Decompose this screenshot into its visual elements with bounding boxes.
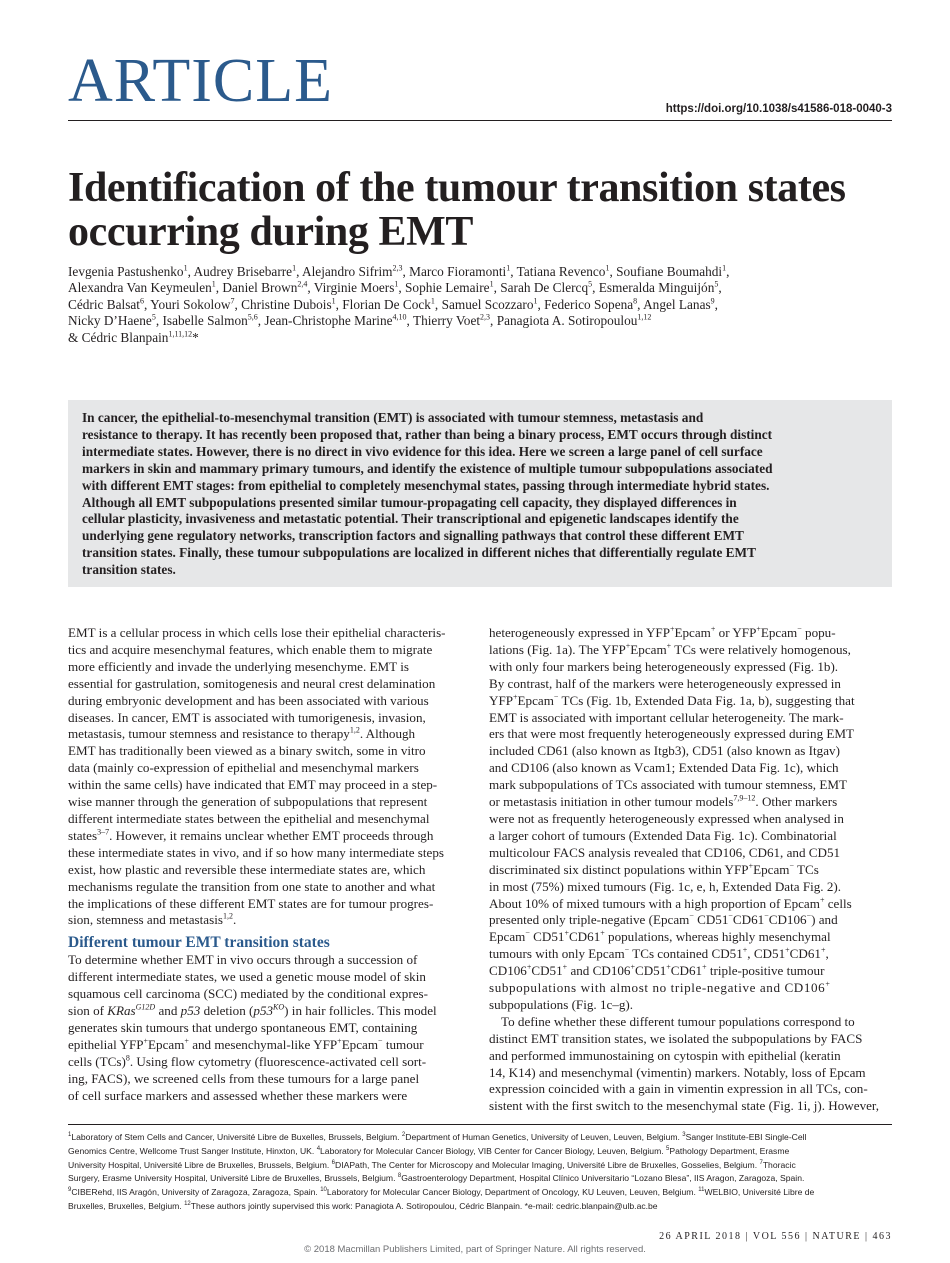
- body-line: were not as frequently heterogeneously expressed when analysed in: [489, 810, 844, 826]
- body-line: different intermediate states, we used a genetic mouse model of skin: [68, 969, 426, 985]
- body-line: essential for gastrulation, somitogenesis and neural crest delamination: [68, 675, 436, 691]
- abstract-line: underlying gene regulatory networks, transcription factors and signalling pathways that control these different EMT: [82, 528, 744, 544]
- abstract-box: [68, 400, 892, 587]
- section-heading: Different tumour EMT transition states: [68, 934, 330, 952]
- body-line: tumours with only Epcam− TCs contained CD51+, CD51+CD61+,: [489, 945, 829, 962]
- author-line: Ievgenia Pastushenko$^1$, Audrey Brisebarre$^1$, Alejandro Sifrim$^{2,3}$, Marco Fioramonti$^1$, Tatiana Revenco$^1$, Soufiane Boumahdi$^1$,: [68, 263, 730, 279]
- abstract-line: intermediate states. However, there is no direct in vivo evidence for this idea. Here we screen a large panel of cell surface: [82, 443, 763, 459]
- affiliation-line: University Hospital, Université Libre de Bruxelles, Brussels, Belgium. $^6$DIAPath, The Center for Microscopy and Molecular Imaging, Université Libre de Bruxelles, Gosselies, Belgium. $^7$Thoracic: [68, 1159, 796, 1170]
- citation[interactable]: 7,9–12: [733, 793, 756, 803]
- abstract-text: [82, 410, 878, 579]
- citation[interactable]: 1,2: [222, 912, 233, 922]
- body-line: presented only triple-negative (Epcam− CD51−CD61−CD106−) and: [489, 912, 838, 928]
- body-line: states$^{3-7}$. However, it remains unclear whether EMT proceeds through: [68, 827, 434, 843]
- body-line: YFP+Epcam− TCs (Fig. 1b, Extended Data Fig. 1a, b), suggesting that: [489, 692, 855, 708]
- body-line: To determine whether EMT in vivo occurs through a succession of: [68, 952, 418, 968]
- author-line: Cédric Balsat$^6$, Youri Sokolow$^7$, Christine Dubois$^1$, Florian De Cock$^1$, Samuel Scozzaro$^1$, Federico Sopena$^8$, Angel Lanas$^9$,: [68, 296, 718, 312]
- body-line: lations (Fig. 1a). The YFP+Epcam+ TCs were relatively homogenous,: [489, 641, 851, 657]
- affiliation-line: $^1$Laboratory of Stem Cells and Cancer, Université Libre de Buxelles, Brussels, Belgium. $^2$Department of Human Genetics, University of Leuven, Leuven, Belgium. $^3$Sanger Institute-EBI Single-Cell: [68, 1132, 807, 1142]
- body-line: EMT is a cellular process in which cells lose their epithelial characteris-: [68, 625, 446, 640]
- body-line: sistent with the first switch to the mesenchymal state (Fig. 1i, j). However,: [489, 1098, 880, 1114]
- header-divider: [68, 120, 892, 121]
- body-line: generates skin tumours that undergo spontaneous EMT, containing: [68, 1019, 418, 1035]
- body-line: Epcam− CD51+CD61+ populations, whereas highly mesenchymal: [489, 928, 831, 945]
- body-line: sion, stemness and metastasis$^{1,2}$.: [68, 912, 237, 928]
- footnote-divider: [68, 1124, 892, 1125]
- body-line: expression coincided with a gain in vimentin expression in all TCs, con-: [489, 1081, 868, 1097]
- body-line: CD106+CD51+ and CD106+CD51+CD61+ triple-positive tumour: [489, 962, 825, 979]
- body-line: To define whether these different tumour populations correspond to: [501, 1013, 855, 1029]
- body-line: wise manner through the generation of subpopulations that represent: [68, 794, 428, 810]
- body-line: distinct EMT transition states, we isolated the subpopulations by FACS: [489, 1030, 863, 1046]
- body-line: exist, how plastic and reversible these intermediate states are, which: [68, 861, 426, 877]
- abstract-line: transition states. Finally, these tumour subpopulations are localized in different niches that differentially regulate EMT: [82, 545, 756, 561]
- abstract-line: markers in skin and mammary primary tumours, and identify the existence of multiple tumour subpopulations associated: [82, 460, 773, 476]
- abstract-line: Although all EMT subpopulations presented similar tumour-propagating cell capacity, they displayed differences in: [82, 494, 737, 510]
- body-line: EMT is associated with important cellular heterogeneity. The mark-: [489, 709, 844, 725]
- affiliation-line: Bruxelles, Bruxelles, Belgium. $^{12}$These authors jointly supervised this work: Panagiota A. Sotiropoulou, Cédric Blanpain. *e-mail: cedric.blanpain@ulb.ac.be: [68, 1200, 658, 1211]
- author-line: Nicky D’Haene$^5$, Isabelle Salmon$^{5,6}$, Jean-Christophe Marine$^{4,10}$, Thierry Voet$^{2,3}$, Panagiota A. Sotiropoulou$^{1,12}$: [68, 312, 652, 329]
- citation[interactable]: 3–7: [97, 827, 110, 837]
- body-line: EMT has traditionally been viewed as a binary switch, some in vitro: [68, 743, 426, 759]
- body-line: different intermediate states between the epithelial and mesenchymal: [68, 810, 430, 826]
- abstract-line: transition states.: [82, 562, 176, 578]
- body-line: squamous cell carcinoma (SCC) mediated by the conditional expres-: [68, 986, 428, 1002]
- body-line: in most (75%) mixed tumours (Fig. 1c, e, h, Extended Data Fig. 2).: [489, 878, 842, 894]
- body-line: and CD106 (also known as Vcam1; Extended Data Fig. 1c), which: [489, 760, 839, 776]
- author-line: Alexandra Van Keymeulen$^1$, Daniel Brown$^{2,4}$, Virginie Moers$^1$, Sophie Lemaire$^1$, Sarah De Clercq$^5$, Esmeralda Minguijón$^5$,: [68, 279, 722, 296]
- affiliation-line: Genomics Centre, Wellcome Trust Sanger Institute, Hinxton, UK. $^4$Laboratory for Molecular Cancer Biology, VIB Center for Cancer Biology, Leuven, Belgium. $^5$Pathology Department, Erasme: [68, 1145, 790, 1156]
- copyright-notice: © 2018 Macmillan Publishers Limited, part of Springer Nature. All rights reserved.: [304, 1244, 646, 1255]
- body-line: or metastasis initiation in other tumour models$^{7,9-12}$. Other markers: [489, 793, 838, 810]
- abstract-line: resistance to therapy. It has recently been proposed that, rather than being a binary process, EMT occurs through distinct: [82, 426, 773, 442]
- body-line: ing, FACS), we screened cells from these tumours for a large panel: [68, 1070, 420, 1086]
- body-line: within the same cells) have indicated that EMT may proceed in a step-: [68, 777, 438, 793]
- body-line: these intermediate states in vivo, and if so how many intermediate steps: [68, 844, 444, 860]
- body-line: epithelial YFP+Epcam+ and mesenchymal-like YFP+Epcam− tumour: [68, 1036, 424, 1052]
- body-line: included CD61 (also known as Itgb3), CD51 (also known as Itgav): [489, 743, 840, 759]
- body-line: 14, K14) and mesenchymal (vimentin) markers. Notably, loss of Epcam: [489, 1064, 866, 1080]
- body-line: multicolour FACS analysis revealed that CD106, CD61, and CD51: [489, 844, 841, 860]
- corresponding-author-mark: *: [192, 329, 199, 345]
- article-title: Identification of the tumour transition states occurring during EMT: [68, 165, 846, 255]
- body-line: About 10% of mixed tumours with a high proportion of Epcam+ cells: [489, 895, 852, 911]
- body-line: mechanisms regulate the transition from one state to another and what: [68, 878, 436, 894]
- body-line: sion of KRas$^{G12D}$ and p53 deletion $(p53^{KO})$ in hair follicles. This model: [68, 1002, 437, 1019]
- body-column-right: [489, 625, 892, 1115]
- abstract-line: In cancer, the epithelial-to-mesenchymal transition (EMT) is associated with tumour stemness, metastasis and: [82, 410, 704, 425]
- body-line: data (mainly co-expression of epithelial and mesenchymal markers: [68, 760, 419, 776]
- body-line: during embryonic development and has been associated with various: [68, 692, 429, 708]
- affiliations: [68, 1131, 892, 1214]
- affiliation-line: $^9$CIBERehd, IIS Aragón, University of Zaragoza, Zaragoza, Spain. $^{10}$Laboratory for Molecular Cancer Biology, Department of Oncology, KU Leuven, Leuven, Belgium. $^{11}$WELBIO, Université Libre de: [68, 1187, 815, 1198]
- citation[interactable]: 1,2: [349, 726, 360, 736]
- body-line: and performed immunostaining on cytospin with epithelial (keratin: [489, 1047, 841, 1063]
- author-line: & Cédric Blanpain$^{1,11,12}$*: [68, 329, 199, 345]
- body-line: metastasis, tumour stemness and resistance to therapy$^{1,2}$. Although: [68, 726, 416, 742]
- affiliation-line: Surgery, Erasme University Hospital, Université Libre de Bruxelles, Brussels, Belgium. $^8$Gastroenterology Department, Hospital Clínico Universitario “Lozano Blesa”, IIS Aragon, Zaragoza, Spain.: [68, 1173, 805, 1184]
- doi-link[interactable]: https://doi.org/10.1038/s41586-018-0040-3: [665, 103, 892, 115]
- author-list: [68, 264, 888, 346]
- body-line: with only four markers being heterogeneously expressed (Fig. 1b).: [489, 658, 839, 674]
- abstract-line: cellular plasticity, invasiveness and metastatic potential. Their transcriptional and epigenetic landscapes identify the: [82, 511, 739, 527]
- section-label: ARTICLE: [68, 47, 334, 115]
- body-column-left: [68, 625, 471, 1104]
- body-line: cells (TCs)$^8$. Using flow cytometry (fluorescence-activated cell sort-: [68, 1053, 427, 1069]
- body-line: subpopulations with almost no triple-negative and CD106+: [489, 979, 831, 996]
- body-line: By contrast, half of the markers were heterogeneously expressed in: [489, 675, 841, 691]
- body-line: mark subpopulations of TCs associated with tumour stemness, EMT: [489, 777, 847, 793]
- abstract-line: with different EMT stages: from epithelial to completely mesenchymal states, passing through intermediate hybrid states.: [82, 477, 770, 493]
- body-line: diseases. In cancer, EMT is associated with tumorigenesis, invasion,: [68, 709, 426, 725]
- body-line: tics and acquire mesenchymal features, which enable them to migrate: [68, 641, 433, 657]
- body-line: ers that were most frequently heterogeneously expressed during EMT: [489, 726, 855, 742]
- body-line: more efficiently and invade the underlying mesenchyme. EMT is: [68, 658, 409, 674]
- body-line: discriminated six distinct populations within YFP+Epcam− TCs: [489, 861, 819, 877]
- body-line: the implications of these different EMT states are for tumour progres-: [68, 895, 434, 911]
- body-line: of cell surface markers and assessed whether these markers were: [68, 1087, 408, 1103]
- body-line: a larger cohort of tumours (Extended Data Fig. 1c). Combinatorial: [489, 827, 837, 843]
- citation[interactable]: 8: [125, 1053, 130, 1063]
- body-line: heterogeneously expressed in YFP+Epcam+ or YFP+Epcam− popu-: [489, 624, 836, 640]
- journal-footer: 26 APRIL 2018 | VOL 556 | NATURE | 463: [659, 1231, 892, 1242]
- body-line: subpopulations (Fig. 1c–g).: [489, 996, 634, 1012]
